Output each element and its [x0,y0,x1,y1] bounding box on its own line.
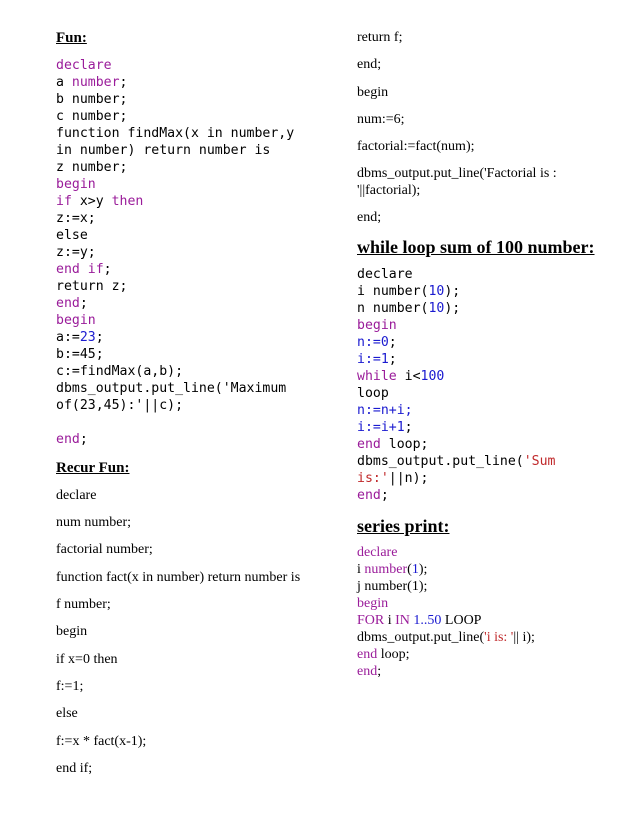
code-line: FOR i IN 1..50 LOOP [357,613,482,628]
code-line: function findMax(x in number,y [56,126,295,141]
code-line: loop [357,386,389,401]
code-line: declare [56,58,112,73]
code-line: begin [357,596,389,611]
code-line: z:=y; [56,245,96,260]
code-line: z:=x; [56,211,96,226]
code-line: begin [357,318,397,333]
code-line: i number(10); [357,284,461,299]
recur-fun-heading: Recur Fun: [56,460,130,476]
code-line: end if; [56,262,112,277]
code-line: of(23,45):'||c); [56,398,184,413]
code-line: dbms_output.put_line('Factorial is : [357,166,557,181]
code-line: end if; [56,761,93,776]
code-line: j number(1); [357,579,428,594]
code-line: num number; [56,515,132,530]
code-line: declare [357,545,398,560]
code-line: end; [357,57,382,72]
code-line: is:'||n); [357,471,429,486]
code-line: i:=1; [357,352,397,367]
code-line: f number; [56,597,111,612]
code-line: c:=findMax(a,b); [56,364,184,379]
code-line: '||factorial); [357,183,421,198]
code-line: b number; [56,92,128,107]
fun-heading: Fun: [56,30,87,46]
code-line: n:=0; [357,335,397,350]
code-line: end; [357,664,382,679]
code-line: c number; [56,109,128,124]
code-line: f:=1; [56,679,84,694]
code-line: i number(1); [357,562,428,577]
code-line: n number(10); [357,301,461,316]
code-line: num:=6; [357,112,405,127]
code-line: begin [56,177,96,192]
code-line: end; [357,488,389,503]
code-line: z number; [56,160,128,175]
code-line: function fact(x in number) return number is [56,570,301,585]
code-line: begin [56,313,96,328]
code-line: if x=0 then [56,652,118,667]
while-loop-heading: while loop sum of 100 number: [357,237,595,257]
code-line: return f; [357,30,403,45]
code-line: a:=23; [56,330,104,345]
code-line: i:=i+1; [357,420,413,435]
series-print-heading: series print: [357,516,450,536]
code-line: if x>y then [56,194,144,209]
code-line: b:=45; [56,347,104,362]
code-line: dbms_output.put_line('i is: '|| i); [357,630,535,645]
code-line: declare [56,488,97,503]
code-line: declare [357,267,413,282]
code-line: else [56,706,78,721]
code-line: a number; [56,75,128,90]
code-line: else [56,228,88,243]
code-line: f:=x * fact(x-1); [56,734,147,749]
code-line: factorial number; [56,542,153,557]
code-line: n:=n+i; [357,403,413,418]
code-line: end; [357,210,382,225]
code-line: in number) return number is [56,143,271,158]
code-line: end loop; [357,647,410,662]
code-line: begin [357,85,389,100]
code-line: end loop; [357,437,429,452]
code-line: factorial:=fact(num); [357,139,475,154]
code-line: dbms_output.put_line('Maximum [56,381,287,396]
code-line: dbms_output.put_line('Sum [357,454,556,469]
code-line: begin [56,624,88,639]
code-line: end; [56,296,88,311]
code-line: while i<100 [357,369,445,384]
code-line: return z; [56,279,128,294]
code-line: end; [56,432,88,447]
